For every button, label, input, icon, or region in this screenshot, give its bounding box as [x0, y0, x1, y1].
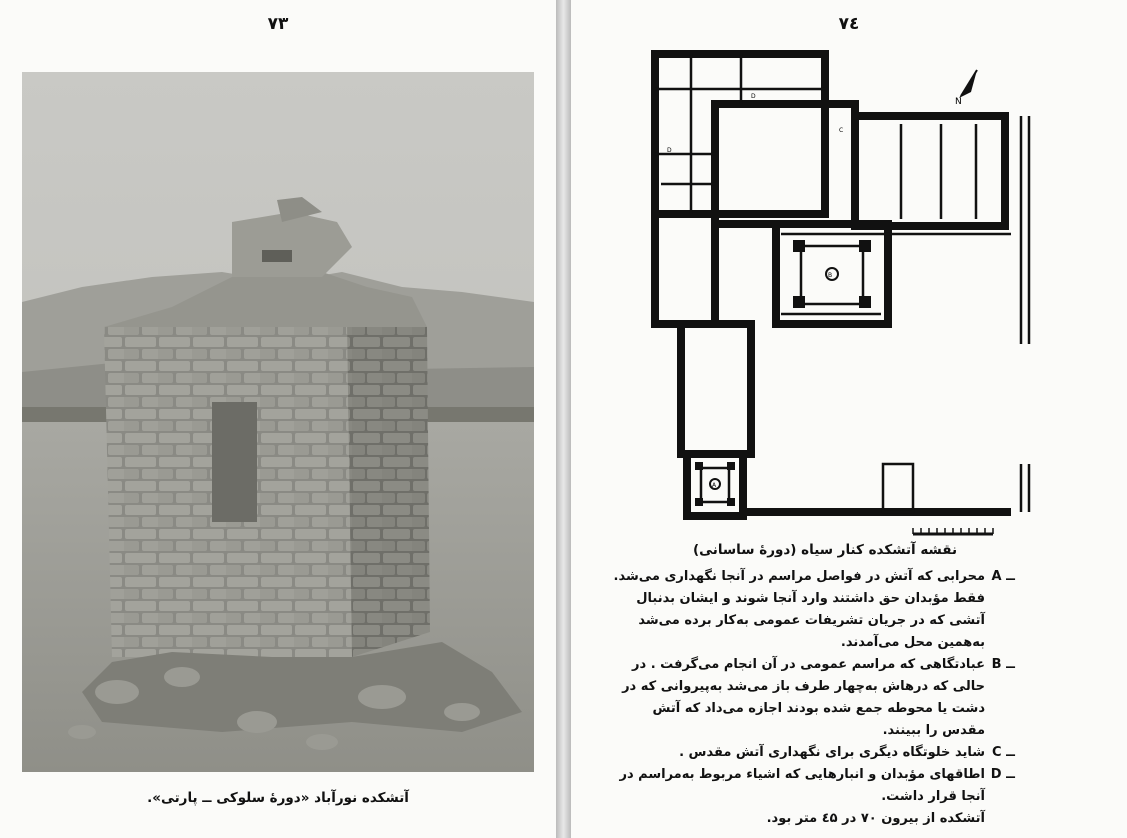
left-page	[0, 0, 556, 838]
scale-bar	[913, 528, 993, 534]
dimension-note: آتشکده از بیرون ۷۰ در ٤۵ متر بود.	[766, 811, 985, 826]
plan-caption: نقشه آتشکده کنار سیاه (دورهٔ ساسانی)	[692, 542, 958, 558]
legend-text: عبادتگاهی که مراسم عمومی در آن انجام می‌گرفت . در حالی که درهاش به‌چهار طرف باز می‌شد به‌پیروانی که در دشت یا محوطه جمع شده بودند اجازه می‌داد که آتش مقدس را ببینند.	[622, 657, 985, 738]
legend-letter: B ــ	[991, 657, 1015, 672]
page-number-right: ۷٤	[838, 14, 860, 34]
legend-item-a	[611, 566, 1015, 654]
fire-temple-floor-plan	[631, 44, 1071, 544]
legend-letter: D ــ	[990, 767, 1015, 782]
plan-label-b: B	[828, 272, 833, 279]
plan-label-d1: D	[751, 93, 756, 100]
legend-item-c	[611, 742, 1015, 764]
plan-label-d2: D	[667, 147, 672, 154]
legend-item-d	[611, 764, 1015, 808]
legend-text: اطاقهای مؤبدان و انبارهایی که اشیاء مربوط به‌مراسم در آنجا قرار داشت.	[619, 767, 985, 804]
book-gutter	[556, 0, 571, 838]
north-label: N	[955, 97, 962, 107]
right-page	[571, 0, 1127, 838]
fire-temple-photo	[22, 72, 534, 772]
plan-legend	[611, 566, 1015, 830]
legend-text: شاید خلوتگاه دیگری برای نگهداری آتش مقدس .	[679, 745, 985, 760]
photo-caption: آتشکده نورآباد «دورهٔ سلوکی ــ پارتی».	[147, 790, 409, 806]
legend-letter: A ــ	[991, 569, 1015, 584]
legend-item-b	[611, 654, 1015, 742]
page-number-left: ۷۳	[267, 14, 289, 34]
plan-label-c: C	[839, 127, 844, 134]
legend-text: محرابی که آتش در فواصل مراسم در آنجا نگهداری می‌شد. فقط مؤبدان حق داشتند وارد آنجا شوند و ایشان بدنبال آتشی که در جریان تشریفات عمومی به‌کار برده می‌شد به‌همین محل می‌آمدند.	[613, 569, 985, 650]
legend-letter: C ــ	[992, 745, 1015, 760]
plan-label-a: A	[712, 482, 717, 489]
